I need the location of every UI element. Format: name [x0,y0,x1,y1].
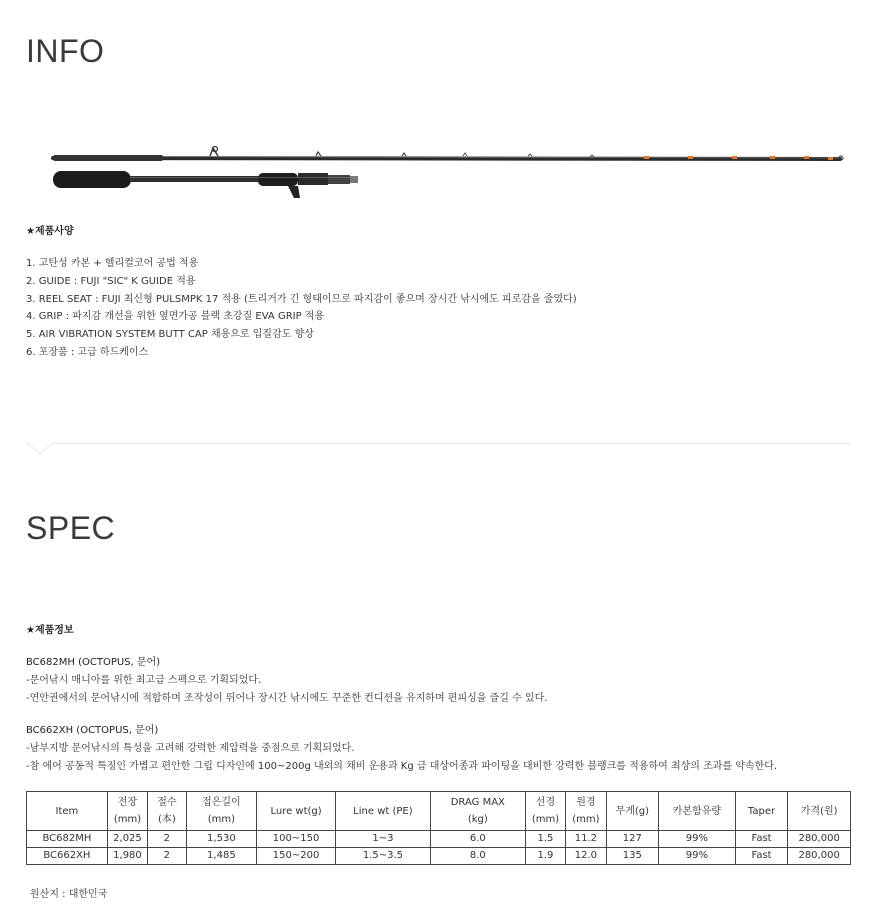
header-length: 전장 (mm) [107,792,147,831]
table-cell: 6.0 [430,831,525,848]
model-line: -문어낚시 매니아를 위한 최고급 스펙으로 기획되었다. [26,674,262,686]
spec-heading: SPEC [26,510,116,546]
header-price: 가격(원) [788,792,851,831]
table-cell: BC662XH [27,848,108,865]
header-carbon: 카본함유량 [659,792,736,831]
feature-item: 6. 포장품 : 고급 하드케이스 [26,346,149,358]
model-line: -연안권에서의 문어낚시에 적합하며 조작성이 뛰어나 장시간 낚시에도 꾸준한 컨디션을 유지하며 편피싱을 즐길 수 있다. [26,692,548,704]
model-line: -참 에어 공동적 특징인 가볍고 편안한 그립 디자인에 100~200g 내외의 채비 운용과 Kg 급 대상어종과 파이팅을 대비한 강력한 블랭크를 적용하여 최상의 조과를 약속한다. [26,760,778,772]
fishing-rod-image [50,140,850,210]
features-list [26,255,577,362]
header-closed-length: 접은길이 (mm) [186,792,257,831]
table-row [27,831,851,848]
model-description [26,722,777,775]
feature-item: 2. GUIDE : FUJI "SIC" K GUIDE 적용 [26,275,196,287]
feature-item: 1. 고탄성 카본 + 헬리컬코어 공법 적용 [26,258,199,269]
table-cell: 99% [659,831,736,848]
table-cell: 1.9 [525,848,565,865]
spec-table [26,791,851,865]
table-cell: 2 [148,848,186,865]
table-cell: 2,025 [107,831,147,848]
table-cell: Fast [735,848,788,865]
header-taper: Taper [735,792,788,831]
model-description [26,654,547,707]
table-cell: 280,000 [788,848,851,865]
table-cell: 99% [659,848,736,865]
table-cell: 11.2 [566,831,606,848]
table-cell: 12.0 [566,848,606,865]
info-heading: INFO [26,33,105,69]
table-cell: 1.5~3.5 [335,848,430,865]
table-cell: 1.5 [525,831,565,848]
table-cell: 8.0 [430,848,525,865]
features-title: ★제품사양 [26,226,74,237]
header-drag-max: DRAG MAX (kg) [430,792,525,831]
header-weight: 무게(g) [606,792,659,831]
header-butt-diameter: 원경 (mm) [566,792,606,831]
header-lure-wt: Lure wt(g) [257,792,336,831]
model-name: BC662XH (OCTOPUS, 문어) [26,725,159,736]
table-cell: 100~150 [257,831,336,848]
header-sections: 절수 (本) [148,792,186,831]
feature-item: 4. GRIP : 파지감 개선을 위한 옆면가공 블랙 초강질 EVA GRIP 적용 [26,311,325,323]
feature-item: 3. REEL SEAT : FUJI 최신형 PULSMPK 17 적용 (트리거가 긴 형태이므로 파지감이 좋으며 장시간 낚시에도 피로감을 줄였다) [26,293,577,305]
table-cell: 150~200 [257,848,336,865]
table-cell: 1~3 [335,831,430,848]
table-cell: 1,485 [186,848,257,865]
section-divider [26,443,851,455]
table-cell: BC682MH [27,831,108,848]
table-cell: Fast [735,831,788,848]
table-header-row [27,792,851,831]
header-tip-diameter: 선경 (mm) [525,792,565,831]
header-line-wt: Line wt (PE) [335,792,430,831]
origin-text: 원산지 : 대한민국 [30,889,108,900]
table-cell: 1,530 [186,831,257,848]
feature-item: 5. AIR VIBRATION SYSTEM BUTT CAP 채용으로 입질감도 향상 [26,329,314,341]
table-cell: 135 [606,848,659,865]
model-name: BC682MH (OCTOPUS, 문어) [26,657,161,668]
header-item: Item [27,792,108,831]
table-cell: 280,000 [788,831,851,848]
product-info-title: ★제품정보 [26,625,74,636]
table-cell: 1,980 [107,848,147,865]
model-line: -남부지방 문어낚시의 특성을 고려해 강력한 제압력을 중점으로 기획되었다. [26,742,355,754]
table-cell: 2 [148,831,186,848]
table-row [27,848,851,865]
table-cell: 127 [606,831,659,848]
